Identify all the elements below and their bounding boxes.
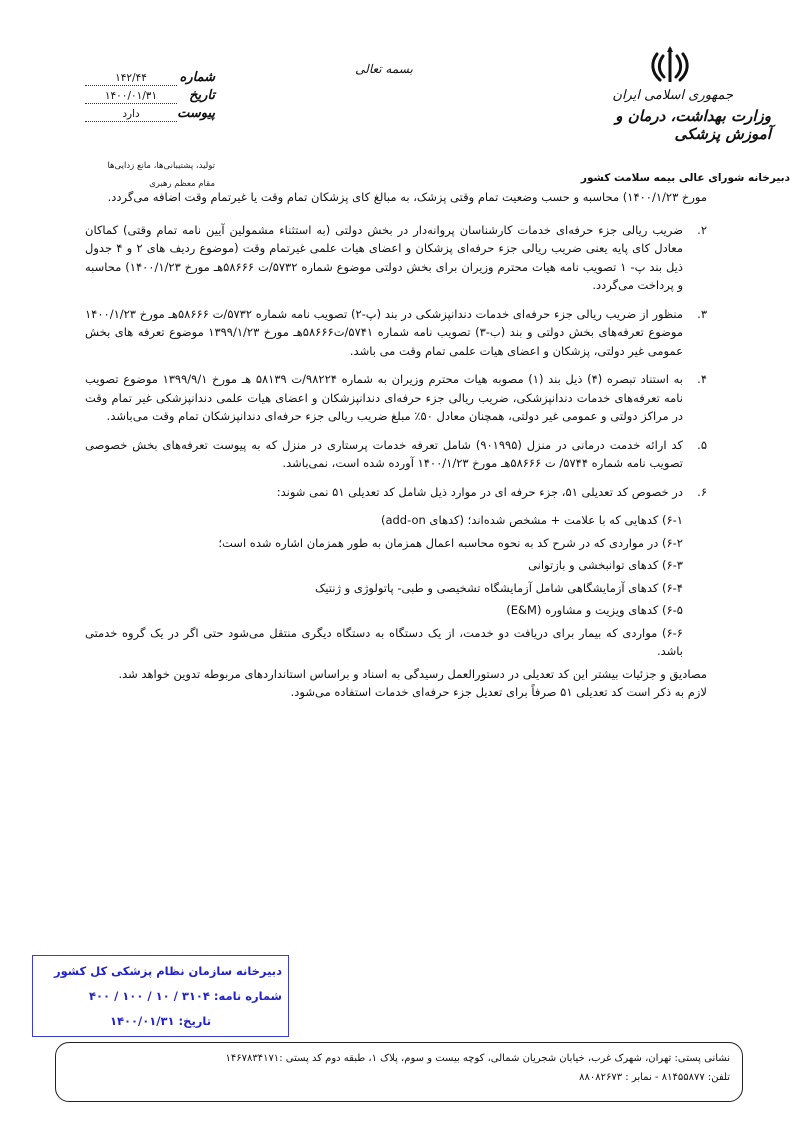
secretariat-title: دبیرخانه شورای عالی بیمه سلامت کشور	[580, 172, 790, 184]
closing-paragraph-2: لازم به ذکر است کد تعدیلی ۵۱ صرفاً برای تعدیل جزء حرفه‌ای خدمات استفاده می‌شود.	[290, 685, 707, 699]
item-number: ۳.	[697, 306, 707, 321]
sub-item: ۶-۴) کدهای آزمایشگاهی شامل آزمایشگاه تشخیصی و طبی- پاتولوژی و ژنتیک	[315, 580, 683, 595]
stamp-line-2: شماره نامه: ۳۱۰۴ / ۱۰ / ۱۰۰ / ۴۰۰	[89, 989, 282, 1003]
intro-paragraph: مورخ ۱۴۰۰/۱/۲۳) محاسبه و حسب وضعیت تمام وقتی پزشک، به مبالغ کای پزشکان تمام وقت یا غیرتمام وقت اضافه می‌گردد.	[107, 190, 707, 204]
iran-emblem-icon	[648, 44, 692, 88]
item-text: منظور از ضریب ریالی جزء حرفه‌ای خدمات دندانپزشکی در بند (پ-۲) تصویب نامه شماره ۵۷۳۲/ت ۵۸۶۶۶هـ مورخ ۱۴۰۰/۱/۲۳ موضوع تعرفه‌های بخش دولتی و بند (ب-۳) تصویب نامه شماره ۵۷۴۱/ت۵۸۶۶۶هـ مورخ ۱۳۹۹/۱/۲۳ موضوع تعرفه های بخش عمومی غیر دولتی، پزشکان و اعضای هیات علمی تمام وقت می باشد.	[85, 306, 684, 358]
meta-label: پیوست	[177, 106, 215, 121]
ministry-header	[596, 88, 771, 143]
slogan-line-1: تولید، پشتیبانی‌ها، مانع زدایی‌ها	[107, 161, 215, 171]
sub-item: ۶-۳) کدهای توانبخشی و بازتوانی	[528, 558, 683, 572]
footer-phone: تلفن: ۸۱۴۵۵۸۷۷ - نمابر : ۸۸۰۸۲۶۷۳	[579, 1072, 730, 1083]
item-number: ۲.	[697, 222, 707, 237]
item-text: ضریب ریالی جزء حرفه‌ای خدمات کارشناسان پروانه‌دار در بخش دولتی (به استثناء مشمولین آیین نامه تمام وقتی) کماکان معادل کای پایه یعنی ضریب ریالی جزء حرفه‌ای پزشکان و اعضای هیات علمی غیرتمام وقت (موضوع ردیف های ۲ و ۴ جدول ذیل بند پ- ۱ تصویب نامه هیات محترم وزیران برای بخش دولتی موضوع شماره ۵۷۳۲/ت ۵۸۶۶۶هـ مورخ ۱۴۰۰/۱/۲۳) محاسبه و پرداخت می‌گردد.	[85, 222, 683, 292]
list-item	[85, 370, 707, 426]
registration-stamp	[32, 955, 289, 1037]
footer-address: نشانی پستی: تهران، شهرک غرب، خیابان شجریان شمالی، کوچه بیست و سوم، پلاک ۱، طبقه دوم کد پستی :۱۴۶۷۸۳۴۱۷۱	[225, 1053, 730, 1064]
meta-label: شماره	[179, 70, 215, 85]
list-item	[85, 305, 707, 361]
meta-value: ۱۴۰۰/۰۱/۳۱	[85, 89, 177, 104]
meta-attachment-row	[85, 106, 215, 124]
basmala: بسمه تعالی	[355, 62, 413, 76]
letter-body	[85, 188, 707, 702]
stamp-line-1: دبیرخانه سازمان نظام پزشکی کل کشور	[53, 964, 282, 978]
item-text: در خصوص کد تعدیلی ۵۱، جزء حرفه ای در موارد ذیل شامل کد تعدیلی ۵۱ نمی شوند:	[276, 484, 683, 499]
item-text: کد ارائه خدمت درمانی در منزل (۹۰۱۹۹۵) شامل تعرفه خدمات پرستاری در منزل که به پیوست تعرفه‌های بخش خصوصی تصویب نامه شماره ۵۷۴۴/ ت ۵۸۶۶۶هـ مورخ ۱۴۰۰/۱/۲۳ آورده شده است، نمی‌باشد.	[85, 437, 683, 470]
sub-list	[85, 511, 707, 661]
item-number: ۵.	[697, 437, 707, 452]
meta-value: ۱۴۲/۴۴	[85, 71, 177, 86]
meta-label: تاریخ	[189, 88, 215, 103]
item-text: به استناد تبصره (۴) ذیل بند (۱) مصوبه هیات محترم وزیران به شماره ۹۸۲۲۴/ت ۵۸۱۳۹ هـ مورخ ۱۳۹۹/۹/۱ موضوع تصویب نامه تعرفه‌های خدمات دندانپزشکی، ضریب ریالی جزء حرفه‌ای دندانپزشکان و اعضای هیات علمی دندانپزشکی غیر تمام وقت در مراکز دولتی و عمومی غیر دولتی، همچنان معادل ۵۰٪ مبلغ ضریب ریالی جزء حرفه‌ای دندانپزشکان تمام وقت می‌باشد.	[85, 372, 683, 423]
sub-item: ۶-۱) کدهایی که با علامت + مشخص شده‌اند؛ (کدهای add-on)	[380, 513, 683, 527]
closing-paragraph-1: مصادیق و جزئیات بیشتر این کد تعدیلی در دستورالعمل رسیدگی به اسناد و براساس استانداردهای مربوطه تدوین خواهد شد.	[118, 666, 707, 681]
letter-meta	[85, 70, 215, 124]
ministry-line-1: جمهوری اسلامی ایران	[612, 88, 733, 103]
footer-address-box	[55, 1042, 743, 1102]
item-number: ۶.	[697, 484, 707, 499]
slogan-line-2: مقام معظم رهبری	[149, 179, 215, 189]
ministry-line-2: وزارت بهداشت، درمان و آموزش پزشکی	[615, 107, 771, 143]
list-item	[85, 483, 707, 502]
meta-date-row	[85, 88, 215, 106]
meta-value: دارد	[85, 107, 177, 122]
stamp-line-3: تاریخ: ۱۴۰۰/۰۱/۳۱	[109, 1014, 212, 1028]
closing	[85, 665, 707, 702]
meta-number-row	[85, 70, 215, 88]
sub-item: ۶-۶) مواردی که بیمار برای دریافت دو خدمت، از یک دستگاه به دستگاه دیگری منتقل می‌شود حتی اگر در یک گروه خدمتی باشد.	[85, 625, 683, 658]
list-item	[85, 221, 707, 295]
list-item	[85, 436, 707, 473]
item-number: ۴.	[697, 372, 707, 386]
sub-item: ۶-۵) کدهای ویزیت و مشاوره (E&M)	[506, 603, 683, 617]
sub-item: ۶-۲) در مواردی که در شرح کد به نحوه محاسبه اعمال همزمان به طور همزمان اشاره شده است؛	[218, 535, 683, 550]
